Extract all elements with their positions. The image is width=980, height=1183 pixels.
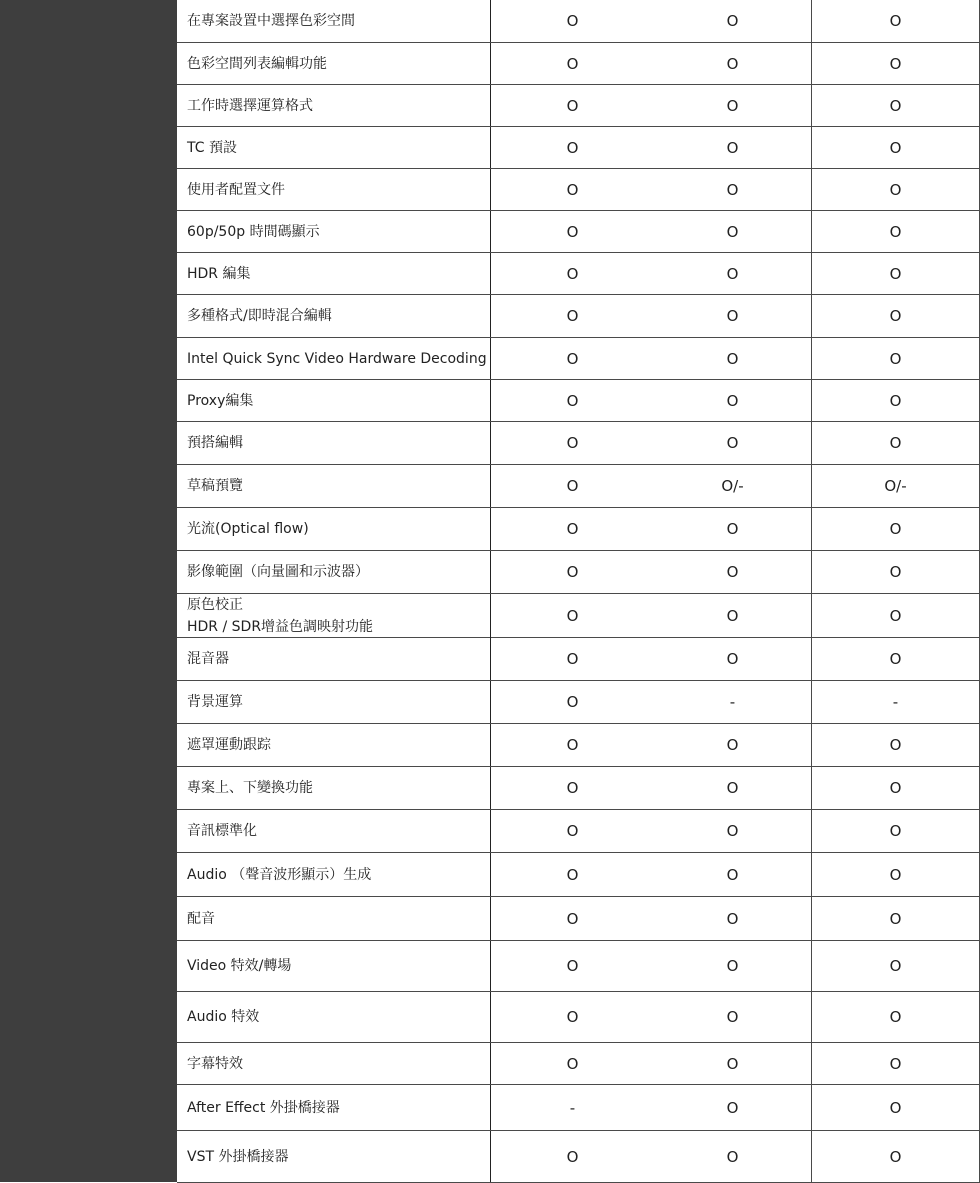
feature-name: 音訊標準化 — [177, 810, 491, 852]
support-mark: O — [566, 693, 579, 711]
support-cell — [812, 465, 980, 507]
support-mark: O — [566, 563, 579, 581]
support-mark: O — [889, 957, 902, 975]
feature-name: 影像範圍（向量圖和示波器） — [177, 551, 491, 593]
support-mark: O — [726, 779, 739, 797]
support-cell — [491, 810, 654, 852]
support-cell — [654, 810, 812, 852]
support-cell — [491, 338, 654, 379]
support-cell — [812, 508, 980, 550]
support-cell — [654, 422, 812, 464]
support-mark: O — [726, 264, 739, 283]
support-mark: O — [726, 607, 739, 625]
table-row — [177, 941, 980, 992]
support-cell — [491, 127, 654, 168]
table-row — [177, 992, 980, 1043]
support-mark: O — [726, 349, 739, 368]
support-cell — [654, 338, 812, 379]
support-cell — [812, 638, 980, 680]
support-mark: O — [726, 736, 739, 754]
support-cell — [654, 681, 812, 723]
feature-name: 背景運算 — [177, 681, 491, 723]
support-cell — [491, 551, 654, 593]
feature-name: 多種格式/即時混合編輯 — [177, 295, 491, 337]
table-row — [177, 1085, 980, 1131]
support-mark: O — [566, 96, 579, 115]
support-mark: O — [726, 180, 739, 199]
support-cell — [812, 211, 980, 252]
table-row — [177, 897, 980, 941]
support-cell — [654, 0, 812, 42]
support-mark: O — [566, 477, 579, 495]
feature-name: HDR 編集 — [177, 253, 491, 294]
support-mark: O — [726, 222, 739, 241]
support-cell — [654, 465, 812, 507]
support-mark: O — [889, 264, 902, 283]
support-mark: O — [889, 434, 902, 452]
support-mark: O — [566, 180, 579, 199]
support-mark: O — [726, 138, 739, 157]
support-cell — [812, 853, 980, 896]
support-cell — [654, 897, 812, 940]
support-mark: O — [726, 391, 739, 410]
support-mark: O — [889, 96, 902, 115]
support-cell — [654, 127, 812, 168]
support-mark: O — [726, 563, 739, 581]
support-mark: O — [889, 222, 902, 241]
support-mark: O — [726, 1054, 739, 1073]
support-cell — [812, 127, 980, 168]
support-mark: O — [566, 650, 579, 668]
feature-name: 專案上、下變換功能 — [177, 767, 491, 809]
support-cell — [491, 0, 654, 42]
feature-name: Audio （聲音波形顯示）生成 — [177, 853, 491, 896]
support-cell — [812, 897, 980, 940]
support-cell — [491, 380, 654, 421]
support-mark: O — [726, 54, 739, 73]
table-row — [177, 422, 980, 465]
support-mark: O — [566, 434, 579, 452]
support-mark: O — [889, 1008, 902, 1026]
support-mark: O — [889, 779, 902, 797]
support-mark: O — [566, 391, 579, 410]
table-row — [177, 1131, 980, 1183]
support-cell — [654, 169, 812, 210]
table-row — [177, 338, 980, 380]
support-mark: O — [726, 1098, 739, 1117]
support-mark: O — [726, 957, 739, 975]
support-mark: O — [566, 520, 579, 538]
support-cell — [812, 1043, 980, 1084]
support-cell — [491, 253, 654, 294]
feature-name: Intel Quick Sync Video Hardware Decoding — [177, 338, 491, 379]
table-row — [177, 638, 980, 681]
support-mark: O — [889, 1054, 902, 1073]
support-mark: O — [889, 307, 902, 325]
support-cell — [654, 638, 812, 680]
support-mark: O — [726, 650, 739, 668]
support-mark: O — [726, 12, 739, 30]
feature-name: 原色校正 HDR / SDR增益色調映射功能 — [177, 594, 491, 638]
table-row — [177, 0, 980, 43]
support-cell — [812, 380, 980, 421]
table-row — [177, 465, 980, 508]
support-mark: O — [566, 607, 579, 625]
support-mark: O — [726, 1147, 739, 1166]
support-mark: O — [889, 349, 902, 368]
support-mark: O/- — [884, 477, 907, 495]
support-cell — [654, 941, 812, 991]
feature-name: 使用者配置文件 — [177, 169, 491, 210]
support-cell — [812, 169, 980, 210]
table-row — [177, 169, 980, 211]
support-mark: O — [889, 54, 902, 73]
feature-name: 預搭編輯 — [177, 422, 491, 464]
support-cell — [491, 594, 654, 638]
support-cell — [812, 1131, 980, 1182]
table-row — [177, 127, 980, 169]
support-mark: O — [889, 650, 902, 668]
support-cell — [491, 638, 654, 680]
support-cell — [491, 422, 654, 464]
support-cell — [491, 853, 654, 896]
support-mark: O — [889, 1147, 902, 1166]
support-cell — [654, 551, 812, 593]
feature-name: TC 預設 — [177, 127, 491, 168]
table-row — [177, 767, 980, 810]
support-mark: O — [889, 607, 902, 625]
support-mark: O — [566, 957, 579, 975]
table-row — [177, 724, 980, 767]
support-cell — [491, 724, 654, 766]
feature-name: 遮罩運動跟踪 — [177, 724, 491, 766]
support-cell — [654, 43, 812, 84]
support-cell — [812, 338, 980, 379]
support-cell — [491, 465, 654, 507]
table-row — [177, 551, 980, 594]
feature-name: 字幕特效 — [177, 1043, 491, 1084]
support-mark: O — [566, 222, 579, 241]
support-mark: O — [566, 1147, 579, 1166]
support-cell — [654, 1043, 812, 1084]
support-mark: O — [726, 96, 739, 115]
support-cell — [491, 169, 654, 210]
support-cell — [654, 508, 812, 550]
support-cell — [654, 253, 812, 294]
feature-name: 光流(Optical flow) — [177, 508, 491, 550]
table-row — [177, 810, 980, 853]
support-cell — [491, 1085, 654, 1130]
support-mark: O — [566, 1008, 579, 1026]
support-cell — [654, 992, 812, 1042]
support-mark: O — [889, 138, 902, 157]
support-cell — [491, 681, 654, 723]
support-cell — [491, 767, 654, 809]
support-cell — [491, 941, 654, 991]
support-cell — [812, 422, 980, 464]
support-cell — [654, 295, 812, 337]
support-mark: O — [566, 54, 579, 73]
support-mark: O — [889, 520, 902, 538]
support-cell — [812, 941, 980, 991]
feature-name: 工作時選擇運算格式 — [177, 85, 491, 126]
support-cell — [654, 853, 812, 896]
support-mark: O — [566, 779, 579, 797]
support-mark: O — [889, 391, 902, 410]
feature-name: 色彩空間列表編輯功能 — [177, 43, 491, 84]
feature-name: 混音器 — [177, 638, 491, 680]
support-mark: O — [889, 12, 902, 30]
support-cell — [654, 594, 812, 638]
support-cell — [491, 1131, 654, 1182]
support-cell — [654, 724, 812, 766]
table-row — [177, 295, 980, 338]
support-mark: - — [892, 693, 899, 711]
support-cell — [812, 992, 980, 1042]
support-mark: O — [726, 909, 739, 928]
support-cell — [491, 43, 654, 84]
left-side-panel — [0, 0, 177, 1182]
support-cell — [812, 724, 980, 766]
feature-name: 在專案設置中選擇色彩空間 — [177, 0, 491, 42]
support-mark: O — [889, 822, 902, 840]
support-cell — [812, 594, 980, 638]
support-mark: O — [566, 736, 579, 754]
support-mark: O — [726, 307, 739, 325]
support-mark: O — [889, 865, 902, 884]
support-cell — [491, 295, 654, 337]
support-cell — [491, 897, 654, 940]
support-cell — [491, 211, 654, 252]
support-mark: O — [566, 264, 579, 283]
table-row — [177, 1043, 980, 1085]
support-mark: O — [889, 909, 902, 928]
table-row — [177, 508, 980, 551]
support-cell — [491, 85, 654, 126]
support-mark: O — [889, 736, 902, 754]
table-row — [177, 594, 980, 638]
feature-name: 60p/50p 時間碼顯示 — [177, 211, 491, 252]
support-mark: - — [729, 693, 736, 711]
support-cell — [491, 508, 654, 550]
support-mark: O — [889, 180, 902, 199]
support-cell — [491, 1043, 654, 1084]
support-mark: O — [726, 434, 739, 452]
support-mark: O — [566, 12, 579, 30]
support-mark: O — [726, 1008, 739, 1026]
support-mark: O — [726, 865, 739, 884]
table-row — [177, 43, 980, 85]
feature-name: Audio 特效 — [177, 992, 491, 1042]
support-cell — [812, 253, 980, 294]
support-cell — [812, 43, 980, 84]
support-mark: O — [566, 349, 579, 368]
support-cell — [654, 85, 812, 126]
feature-name: Video 特效/轉場 — [177, 941, 491, 991]
support-mark: O — [566, 909, 579, 928]
support-mark: O — [566, 822, 579, 840]
support-mark: O — [726, 822, 739, 840]
support-cell — [491, 992, 654, 1042]
table-row — [177, 85, 980, 127]
table-row — [177, 211, 980, 253]
support-mark: - — [569, 1098, 576, 1117]
support-cell — [654, 767, 812, 809]
support-mark: O — [566, 1054, 579, 1073]
support-cell — [812, 0, 980, 42]
support-cell — [812, 295, 980, 337]
support-mark: O — [566, 865, 579, 884]
support-cell — [812, 551, 980, 593]
support-cell — [812, 767, 980, 809]
table-row — [177, 253, 980, 295]
support-mark: O/- — [721, 477, 744, 495]
feature-name: VST 外掛橋接器 — [177, 1131, 491, 1182]
support-cell — [654, 380, 812, 421]
support-mark: O — [566, 138, 579, 157]
support-mark: O — [889, 1098, 902, 1117]
feature-comparison-table — [177, 0, 980, 1182]
support-mark: O — [726, 520, 739, 538]
support-mark: O — [889, 563, 902, 581]
table-row — [177, 681, 980, 724]
support-mark: O — [566, 307, 579, 325]
table-row — [177, 380, 980, 422]
support-cell — [654, 1131, 812, 1182]
support-cell — [654, 1085, 812, 1130]
support-cell — [654, 211, 812, 252]
support-cell — [812, 1085, 980, 1130]
feature-name: After Effect 外掛橋接器 — [177, 1085, 491, 1130]
feature-name: 配音 — [177, 897, 491, 940]
support-cell — [812, 810, 980, 852]
feature-name: Proxy編集 — [177, 380, 491, 421]
support-cell — [812, 681, 980, 723]
table-row — [177, 853, 980, 897]
feature-name: 草稿預覽 — [177, 465, 491, 507]
support-cell — [812, 85, 980, 126]
